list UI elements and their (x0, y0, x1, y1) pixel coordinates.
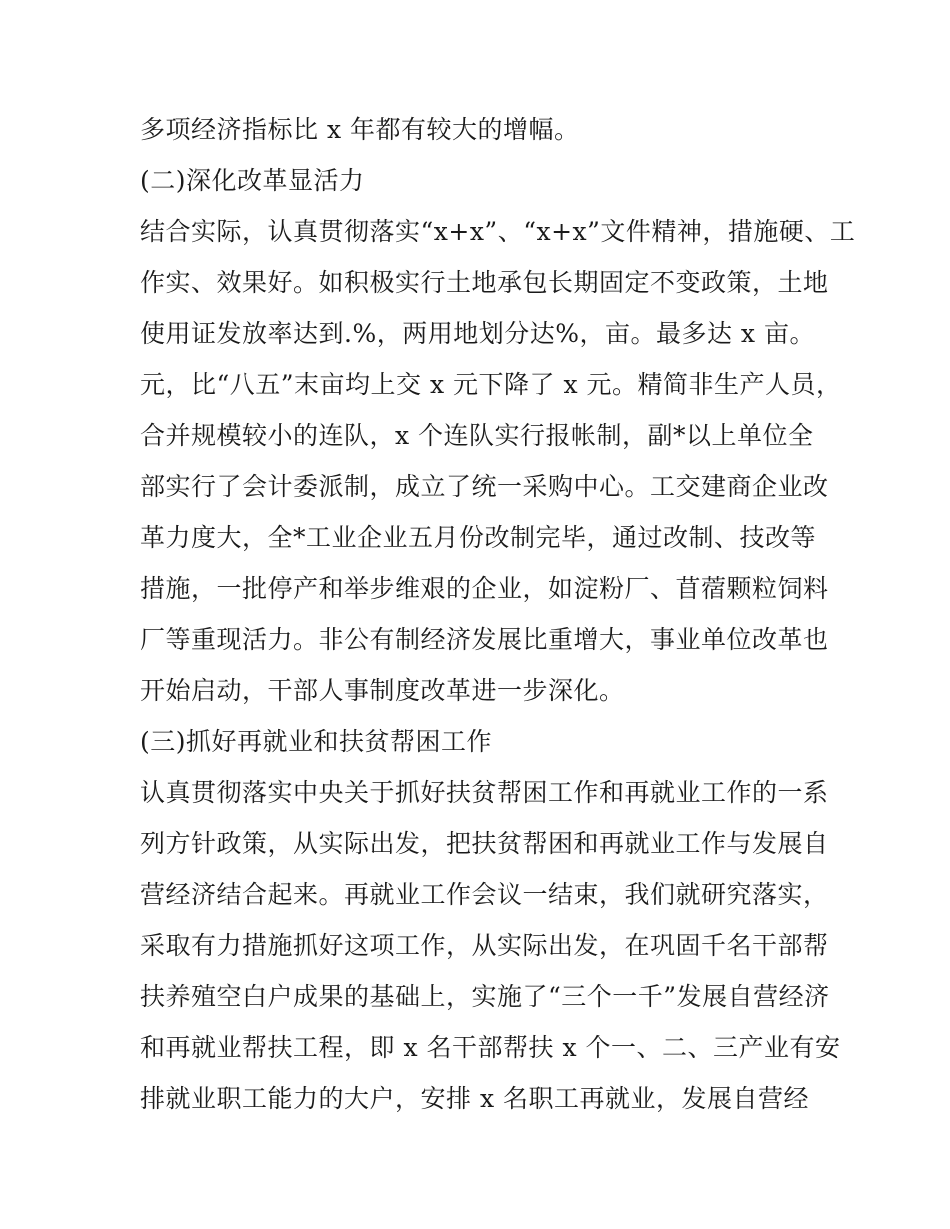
paragraph-line: 使用证发放率达到.%，两用地划分达%，亩。最多达 x 亩。 (140, 319, 815, 348)
paragraph-line: 营经济结合起来。再就业工作会议一结束，我们就研究落实， (140, 880, 829, 909)
paragraph-line: 结合实际，认真贯彻落实“x+x”、“x+x”文件精神，措施硬、工 (140, 217, 856, 246)
paragraph-line: 部实行了会计委派制，成立了统一采购中心。工交建商企业改 (140, 472, 829, 501)
paragraph-line: 作实、效果好。如积极实行土地承包长期固定不变政策，土地 (140, 268, 829, 297)
paragraph-line: 认真贯彻落实中央关于抓好扶贫帮困工作和再就业工作的一系 (140, 778, 829, 807)
section-heading: (三)抓好再就业和扶贫帮困工作 (140, 727, 493, 756)
paragraph-line: 和再就业帮扶工程，即 x 名干部帮扶 x 个一、二、三产业有安 (140, 1033, 841, 1062)
paragraph-line: 合并规模较小的连队，x 个连队实行报帐制，副*以上单位全 (140, 421, 814, 450)
paragraph-line: 扶养殖空白户成果的基础上，实施了“三个一千”发展自营经济 (140, 982, 830, 1011)
paragraph-line: 开始启动，干部人事制度改革进一步深化。 (140, 676, 625, 705)
paragraph-line: 革力度大，全*工业企业五月份改制完毕，通过改制、技改等 (140, 523, 817, 552)
paragraph-line: 厂等重现活力。非公有制经济发展比重增大，事业单位改革也 (140, 625, 829, 654)
paragraph-line: 多项经济指标比 x 年都有较大的增幅。 (140, 115, 580, 144)
paragraph-line: 列方针政策，从实际出发，把扶贫帮困和再就业工作与发展自 (140, 829, 829, 858)
paragraph-line: 采取有力措施抓好这项工作，从实际出发，在巩固千名干部帮 (140, 931, 829, 960)
paragraph-line: 措施，一批停产和举步维艰的企业，如淀粉厂、苜蓿颗粒饲料 (140, 574, 829, 603)
section-heading: (二)深化改革显活力 (140, 166, 365, 195)
document-body (140, 104, 856, 1124)
paragraph-line: 元，比“八五”末亩均上交 x 元下降了 x 元。精简非生产人员， (140, 370, 842, 399)
paragraph-line: 排就业职工能力的大户，安排 x 名职工再就业，发展自营经 (140, 1084, 809, 1113)
